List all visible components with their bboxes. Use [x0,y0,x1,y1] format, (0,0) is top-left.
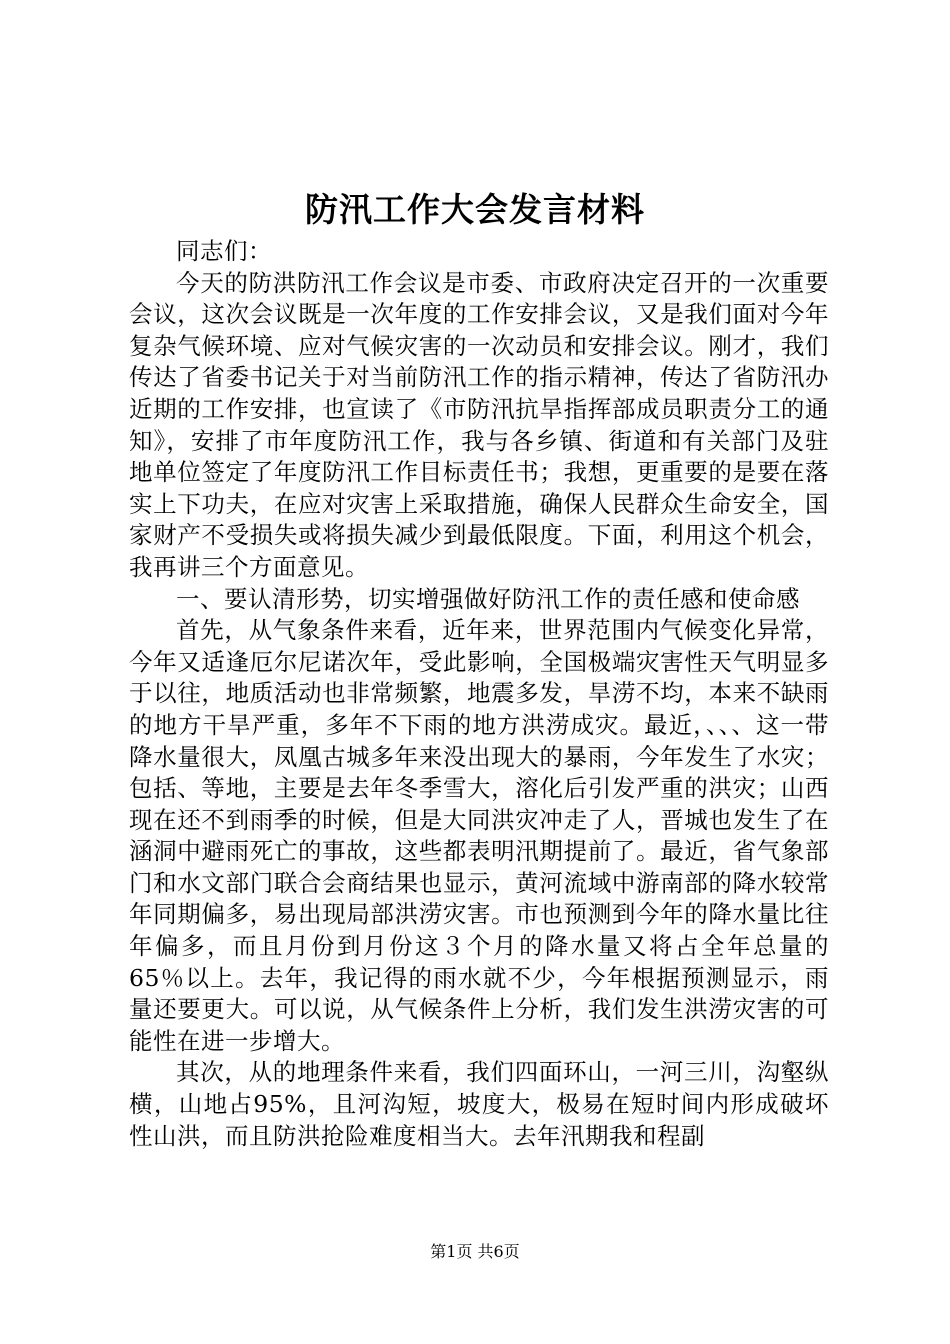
document-body [129,236,829,1152]
document-title: 防汛工作大会发言材料 [305,190,645,229]
weather-paragraph: 首先，从气象条件来看，近年来，世界范围内气候变化异常，今年又适逢厄尔尼诺次年，受此影响，全国极端灾害性天气明显多于以往，地质活动也非常频繁，地震多发，旱涝不均，本来不缺雨的地方干旱严重，多年不下雨的地方洪涝成灾。最近，、、、这一带降水量很大，凤凰古城多年来没出现大的暴雨，今年发生了水灾；包括、等地，主要是去年冬季雪大，溶化后引发严重的洪灾；山西现在还不到雨季的时候，但是大同洪灾冲走了人，晋城也发生了在涵洞中避雨死亡的事故，这些都表明汛期提前了。最近，省气象部门和水文部门联合会商结果也显示，黄河流域中游南部的降水较常年同期偏多，易出现局部洪涝灾害。市也预测到今年的降水量比往年偏多，而且月份到月份这３个月的降水量又将占全年总量的65％以上。去年，我记得的雨水就不少，今年根据预测显示，雨量还要更大。可以说，从气候条件上分析，我们发生洪涝灾害的可能性在进一步增大。 [129,616,829,1055]
geography-paragraph: 其次，从的地理条件来看，我们四面环山，一河三川，沟壑纵横，山地占95%，且河沟短，坡度大，极易在短时间内形成破坏性山洪，而且防洪抢险难度相当大。去年汛期我和程副 [129,1058,829,1150]
salutation-paragraph: 同志们： [176,237,272,265]
page-number-footer: 第1页 共6页 [430,1242,520,1261]
section-heading-1: 一、要认清形势，切实增强做好防汛工作的责任感和使命感 [176,584,800,613]
intro-paragraph: 今天的防洪防汛工作会议是市委、市政府决定召开的一次重要会议，这次会议既是一次年度的工作安排会议，又是我们面对今年复杂气候环境、应对气候灾害的一次动员和安排会议。刚才，我们传达了省委书记关于对当前防汛工作的指示精神，传达了省防汛办近期的工作安排，也宣读了《市防汛抗旱指挥部成员职责分工的通知》，安排了市年度防汛工作，我与各乡镇、街道和有关部门及驻地单位签定了年度防汛工作目标责任书；我想，更重要的是要在落实上下功夫，在应对灾害上采取措施，确保人民群众生命安全，国家财产不受损失或将损失减少到最低限度。下面，利用这个机会，我再讲三个方面意见。 [129,268,829,581]
